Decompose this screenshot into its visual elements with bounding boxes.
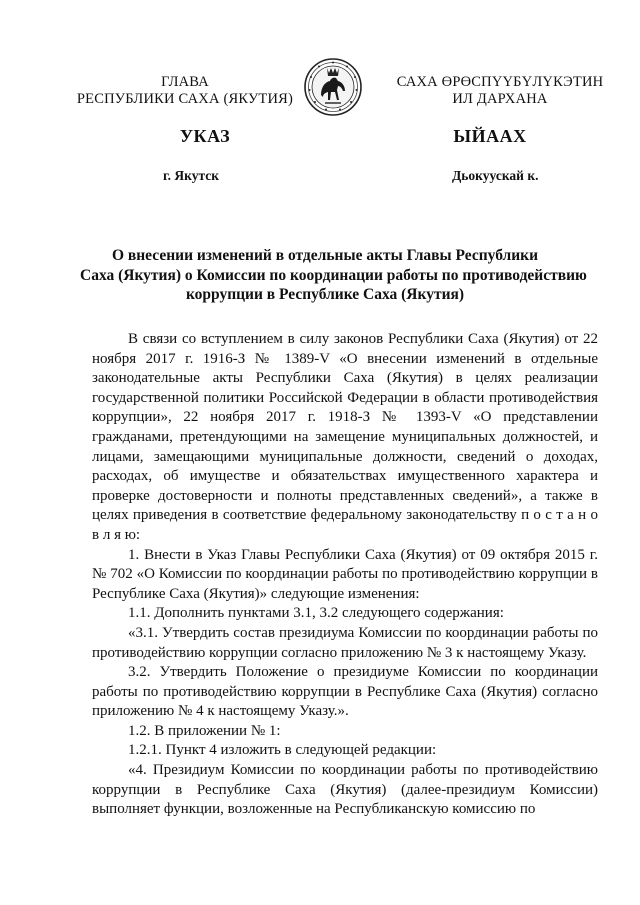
header-authority-sakha [370, 74, 630, 108]
place-russian: г. Якутск [163, 168, 220, 183]
paragraph-emphasis: п о с т а н о в л я ю: [92, 507, 598, 543]
paragraph: «4. Президиум Комиссии по координации работы по противодействию коррупции в Республике Саха (Якутия) (далее-президиум Комиссии) выполняет функции, возложенные на Республиканскую комиссию по [92, 762, 598, 818]
paragraph: 1. Внести в Указ Главы Республики Саха (Якутия) от 09 октября 2015 г. № 702 «О Комиссии по координации работы по противодействию коррупции в Республике Саха (Якутия)» следующие изменения: [92, 546, 598, 602]
header-line: САХА ӨРӨСПҮҮБҮЛҮКЭТИН [396, 74, 604, 90]
coat-of-arms-icon [303, 57, 363, 117]
paragraph-text: В связи со вступлением в силу законов Республики Саха (Якутия) от 22 ноября 2017 г. 1916-З № 1389-V «О внесении изменений в отдельные законодательные акты Республики Саха (Якутия) в целях реализации государственной политики Российской Федерации в области противодействия коррупции», 22 ноября 2017 г. 1918-З № 1393-V «О представлении гражданами, претендующими на замещение муниципальных должностей, и лицами, замещающими муниципальные должности, сведений о доходах, расходах, об имуществе и обязательствах имущественного характера и проверке достоверности и полноты представленных сведений», а также в целях приведения в соответствие федеральному законодательству [92, 331, 598, 524]
decree-title-sakha: ЫЙААХ [453, 126, 527, 146]
place-sakha: Дьокуускай к. [452, 168, 539, 183]
header-line: ГЛАВА [161, 74, 209, 90]
paragraph: 1.1. Дополнить пунктами 3.1, 3.2 следующего содержания: [128, 605, 504, 622]
subject-line: О внесении изменений в отдельные акты Главы Республики [111, 247, 539, 264]
header-authority-russian [60, 74, 310, 108]
decree-subject [80, 246, 587, 305]
header-line: ИЛ ДАРХАНА [452, 91, 548, 107]
header-line: РЕСПУБЛИКИ САХА (ЯКУТИЯ) [76, 91, 294, 107]
decree-title-russian: УКАЗ [179, 126, 231, 146]
paragraph: 1.2.1. Пункт 4 изложить в следующей редакции: [128, 742, 437, 759]
decree-body [92, 330, 598, 820]
subject-line: коррупции в Республике Саха (Якутия) [185, 286, 465, 303]
subject-line: Саха (Якутия) о Комиссии по координации работы по противодействию [80, 266, 587, 284]
paragraph: «3.1. Утвердить состав президиума Комиссии по координации работы по противодействию коррупции согласно приложению № 3 к настоящему Указу. [92, 624, 598, 661]
paragraph [92, 330, 598, 546]
paragraph: 1.2. В приложении № 1: [128, 722, 281, 739]
paragraph: 3.2. Утвердить Положение о президиуме Комиссии по координации работы по противодействию коррупции в Республике Саха (Якутия) согласно приложению № 4 к настоящему Указу.». [92, 664, 598, 720]
